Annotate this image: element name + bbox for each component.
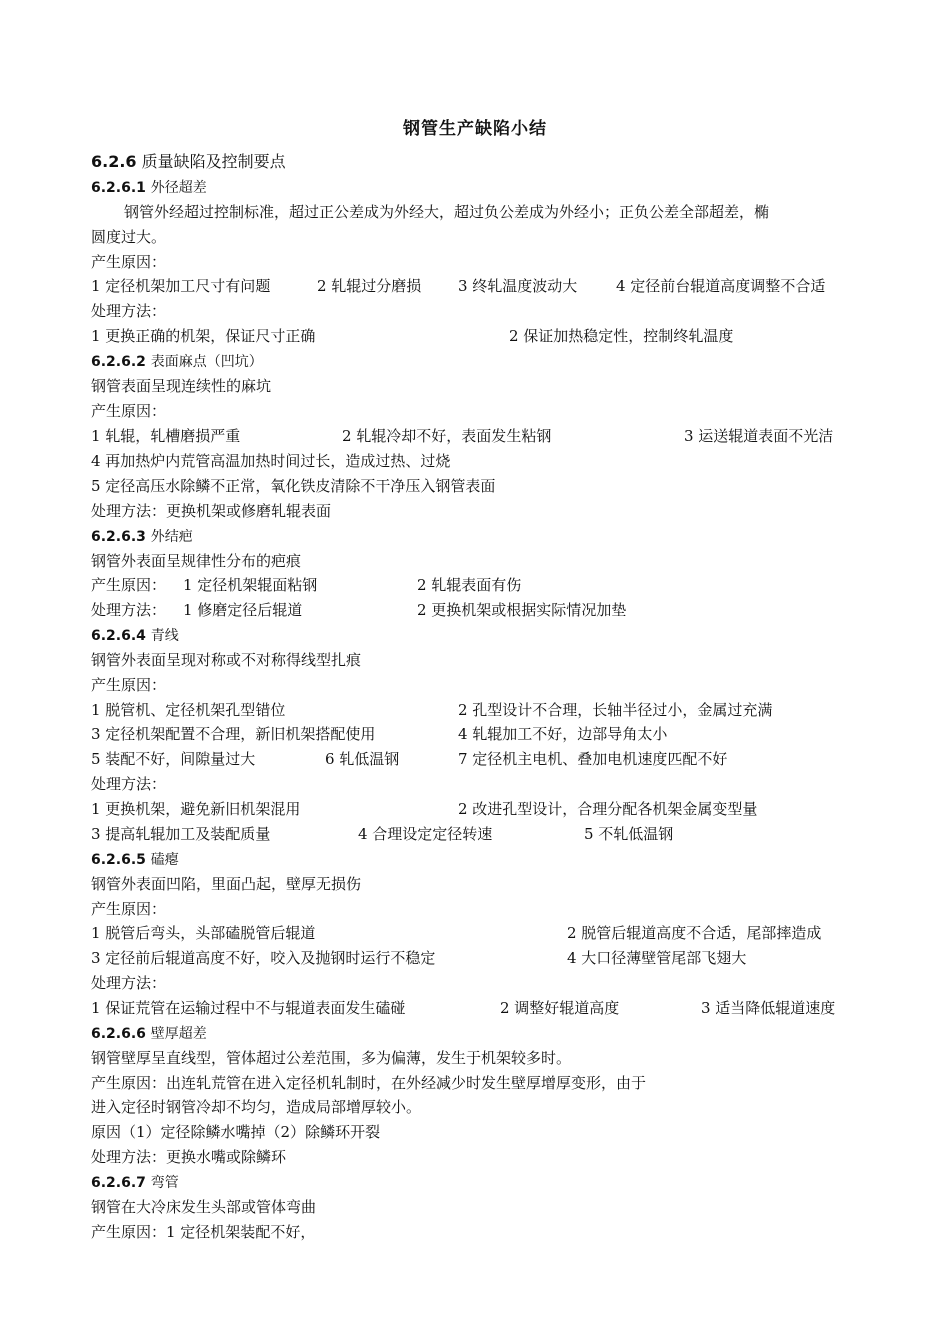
subsection-number: 6.2.6.3: [91, 529, 146, 545]
cause-label: 产生原因：: [91, 900, 167, 918]
subsection-number: 6.2.6.1: [91, 180, 146, 196]
subsection-title: 外结疤: [150, 529, 193, 545]
cause-item: 2 轧辊冷却不好，表面发生粘钢: [342, 427, 552, 445]
method-item: 1 更换正确的机架，保证尺寸正确: [91, 327, 316, 345]
subsection-number: 6.2.6.7: [91, 1175, 146, 1191]
cause-item: 7 定径机主电机、叠加电机速度匹配不好: [458, 750, 728, 768]
cause-item: 4 轧辊加工不好，边部导角太小: [458, 725, 668, 743]
subsection-heading-1: [91, 175, 207, 199]
subsection-title: 青线: [150, 628, 179, 644]
subsection-title: 磕瘪: [150, 852, 179, 868]
cause-label: 产生原因：: [91, 576, 167, 594]
method-item: 3 适当降低辊道速度: [701, 999, 836, 1017]
cause-line: 进入定径时钢管冷却不均匀，造成局部增厚较小。: [91, 1098, 422, 1116]
cause-item: 2 脱管后辊道高度不合适，尾部摔造成: [567, 924, 822, 942]
subsection-heading-3: [91, 524, 193, 548]
method-item: 3 提高轧辊加工及装配质量: [91, 825, 271, 843]
method-item: 2 调整好辊道高度: [500, 999, 620, 1017]
cause-label: 产生原因：: [91, 402, 167, 420]
method-item: 2 改进孔型设计，合理分配各机架金属变型量: [458, 800, 758, 818]
subsection-number: 6.2.6.2: [91, 354, 146, 370]
paragraph: 钢管外表面呈规律性分布的疤痕: [91, 552, 302, 570]
cause-item: 1 定径机架辊面粘钢: [183, 576, 318, 594]
subsection-heading-7: [91, 1170, 179, 1194]
method-item: 1 修磨定径后辊道: [183, 601, 303, 619]
cause-item: 1 脱管机、定径机架孔型错位: [91, 701, 286, 719]
paragraph: 钢管外表面凹陷，里面凸起，壁厚无损伤: [91, 875, 362, 893]
paragraph: 钢管壁厚呈直线型，管体超过公差范围，多为偏薄，发生于机架较多时。: [91, 1049, 572, 1067]
cause-item: 2 孔型设计不合理，长轴半径过小，金属过充满: [458, 701, 773, 719]
subsection-heading-4: [91, 623, 179, 647]
method-label: 处理方法：: [91, 601, 167, 619]
cause-item: 1 轧辊，轧槽磨损严重: [91, 427, 241, 445]
section-number: 6.2.6: [91, 152, 137, 171]
cause-label: 产生原因：: [91, 253, 167, 271]
subsection-number: 6.2.6.6: [91, 1026, 146, 1042]
cause-item: 3 终轧温度波动大: [458, 277, 578, 295]
cause-item: 2 轧辊表面有伤: [417, 576, 522, 594]
subsection-heading-2: [91, 349, 263, 373]
cause-item: 2 轧辊过分磨损: [317, 277, 422, 295]
subsection-title: 表面麻点（凹坑）: [150, 354, 263, 370]
cause-item: 4 大口径薄壁管尾部飞翅大: [567, 949, 747, 967]
cause-label: 产生原因：: [91, 676, 167, 694]
subsection-title: 弯管: [150, 1175, 179, 1191]
cause-item: 3 定径前后辊道高度不好，咬入及抛钢时运行不稳定: [91, 949, 436, 967]
subsection-title: 壁厚超差: [150, 1026, 207, 1042]
cause-item: 1 脱管后弯头，头部磕脱管后辊道: [91, 924, 316, 942]
subsection-number: 6.2.6.5: [91, 852, 146, 868]
method-item: 1 更换机架，避免新旧机架混用: [91, 800, 301, 818]
paragraph: 钢管外表面呈现对称或不对称得线型扎痕: [91, 651, 362, 669]
cause-item: 5 定径高压水除鳞不正常，氧化铁皮清除不干净压入钢管表面: [91, 477, 496, 495]
method-label: 处理方法：: [91, 302, 167, 320]
cause-item: 4 定径前台辊道高度调整不合适: [616, 277, 826, 295]
cause-item: 4 再加热炉内荒管高温加热时间过长，造成过热、过烧: [91, 452, 451, 470]
method-line: 处理方法：更换水嘴或除鳞环: [91, 1148, 287, 1166]
method-label: 处理方法：: [91, 775, 167, 793]
cause-item: 6 轧低温钢: [325, 750, 400, 768]
section-heading: [91, 150, 286, 174]
method-line: 处理方法：更换机架或修磨轧辊表面: [91, 502, 332, 520]
subsection-number: 6.2.6.4: [91, 628, 146, 644]
cause-line: 产生原因：1 定径机架装配不好，: [91, 1223, 316, 1241]
cause-item: 3 运送辊道表面不光洁: [684, 427, 834, 445]
method-item: 1 保证荒管在运输过程中不与辊道表面发生磕碰: [91, 999, 406, 1017]
method-item: 2 保证加热稳定性，控制终轧温度: [509, 327, 734, 345]
subsection-heading-6: [91, 1021, 207, 1045]
section-title: 质量缺陷及控制要点: [141, 152, 286, 171]
method-item: 5 不轧低温钢: [584, 825, 674, 843]
cause-line: 产生原因：出连轧荒管在进入定径机轧制时，在外经减少时发生壁厚增厚变形，由于: [91, 1074, 647, 1092]
method-item: 4 合理设定定径转速: [358, 825, 493, 843]
paragraph: 钢管表面呈现连续性的麻坑: [91, 377, 272, 395]
subsection-title: 外径超差: [150, 180, 207, 196]
cause-item: 5 装配不好，间隙量过大: [91, 750, 256, 768]
paragraph: 钢管在大冷床发生头部或管体弯曲: [91, 1198, 317, 1216]
paragraph: 钢管外经超过控制标准，超过正公差成为外经大，超过负公差成为外经小；正负公差全部超差，椭: [124, 203, 770, 221]
method-item: 2 更换机架或根据实际情况加垫: [417, 601, 627, 619]
paragraph: 圆度过大。: [91, 228, 167, 246]
cause-item: 3 定径机架配置不合理，新旧机架搭配使用: [91, 725, 376, 743]
method-label: 处理方法：: [91, 974, 167, 992]
cause-item: 1 定径机架加工尺寸有问题: [91, 277, 271, 295]
subsection-heading-5: [91, 847, 179, 871]
document-title: 钢管生产缺陷小结: [403, 119, 547, 139]
reason-line: 原因（1）定径除鳞水嘴掉（2）除鳞环开裂: [91, 1123, 381, 1141]
